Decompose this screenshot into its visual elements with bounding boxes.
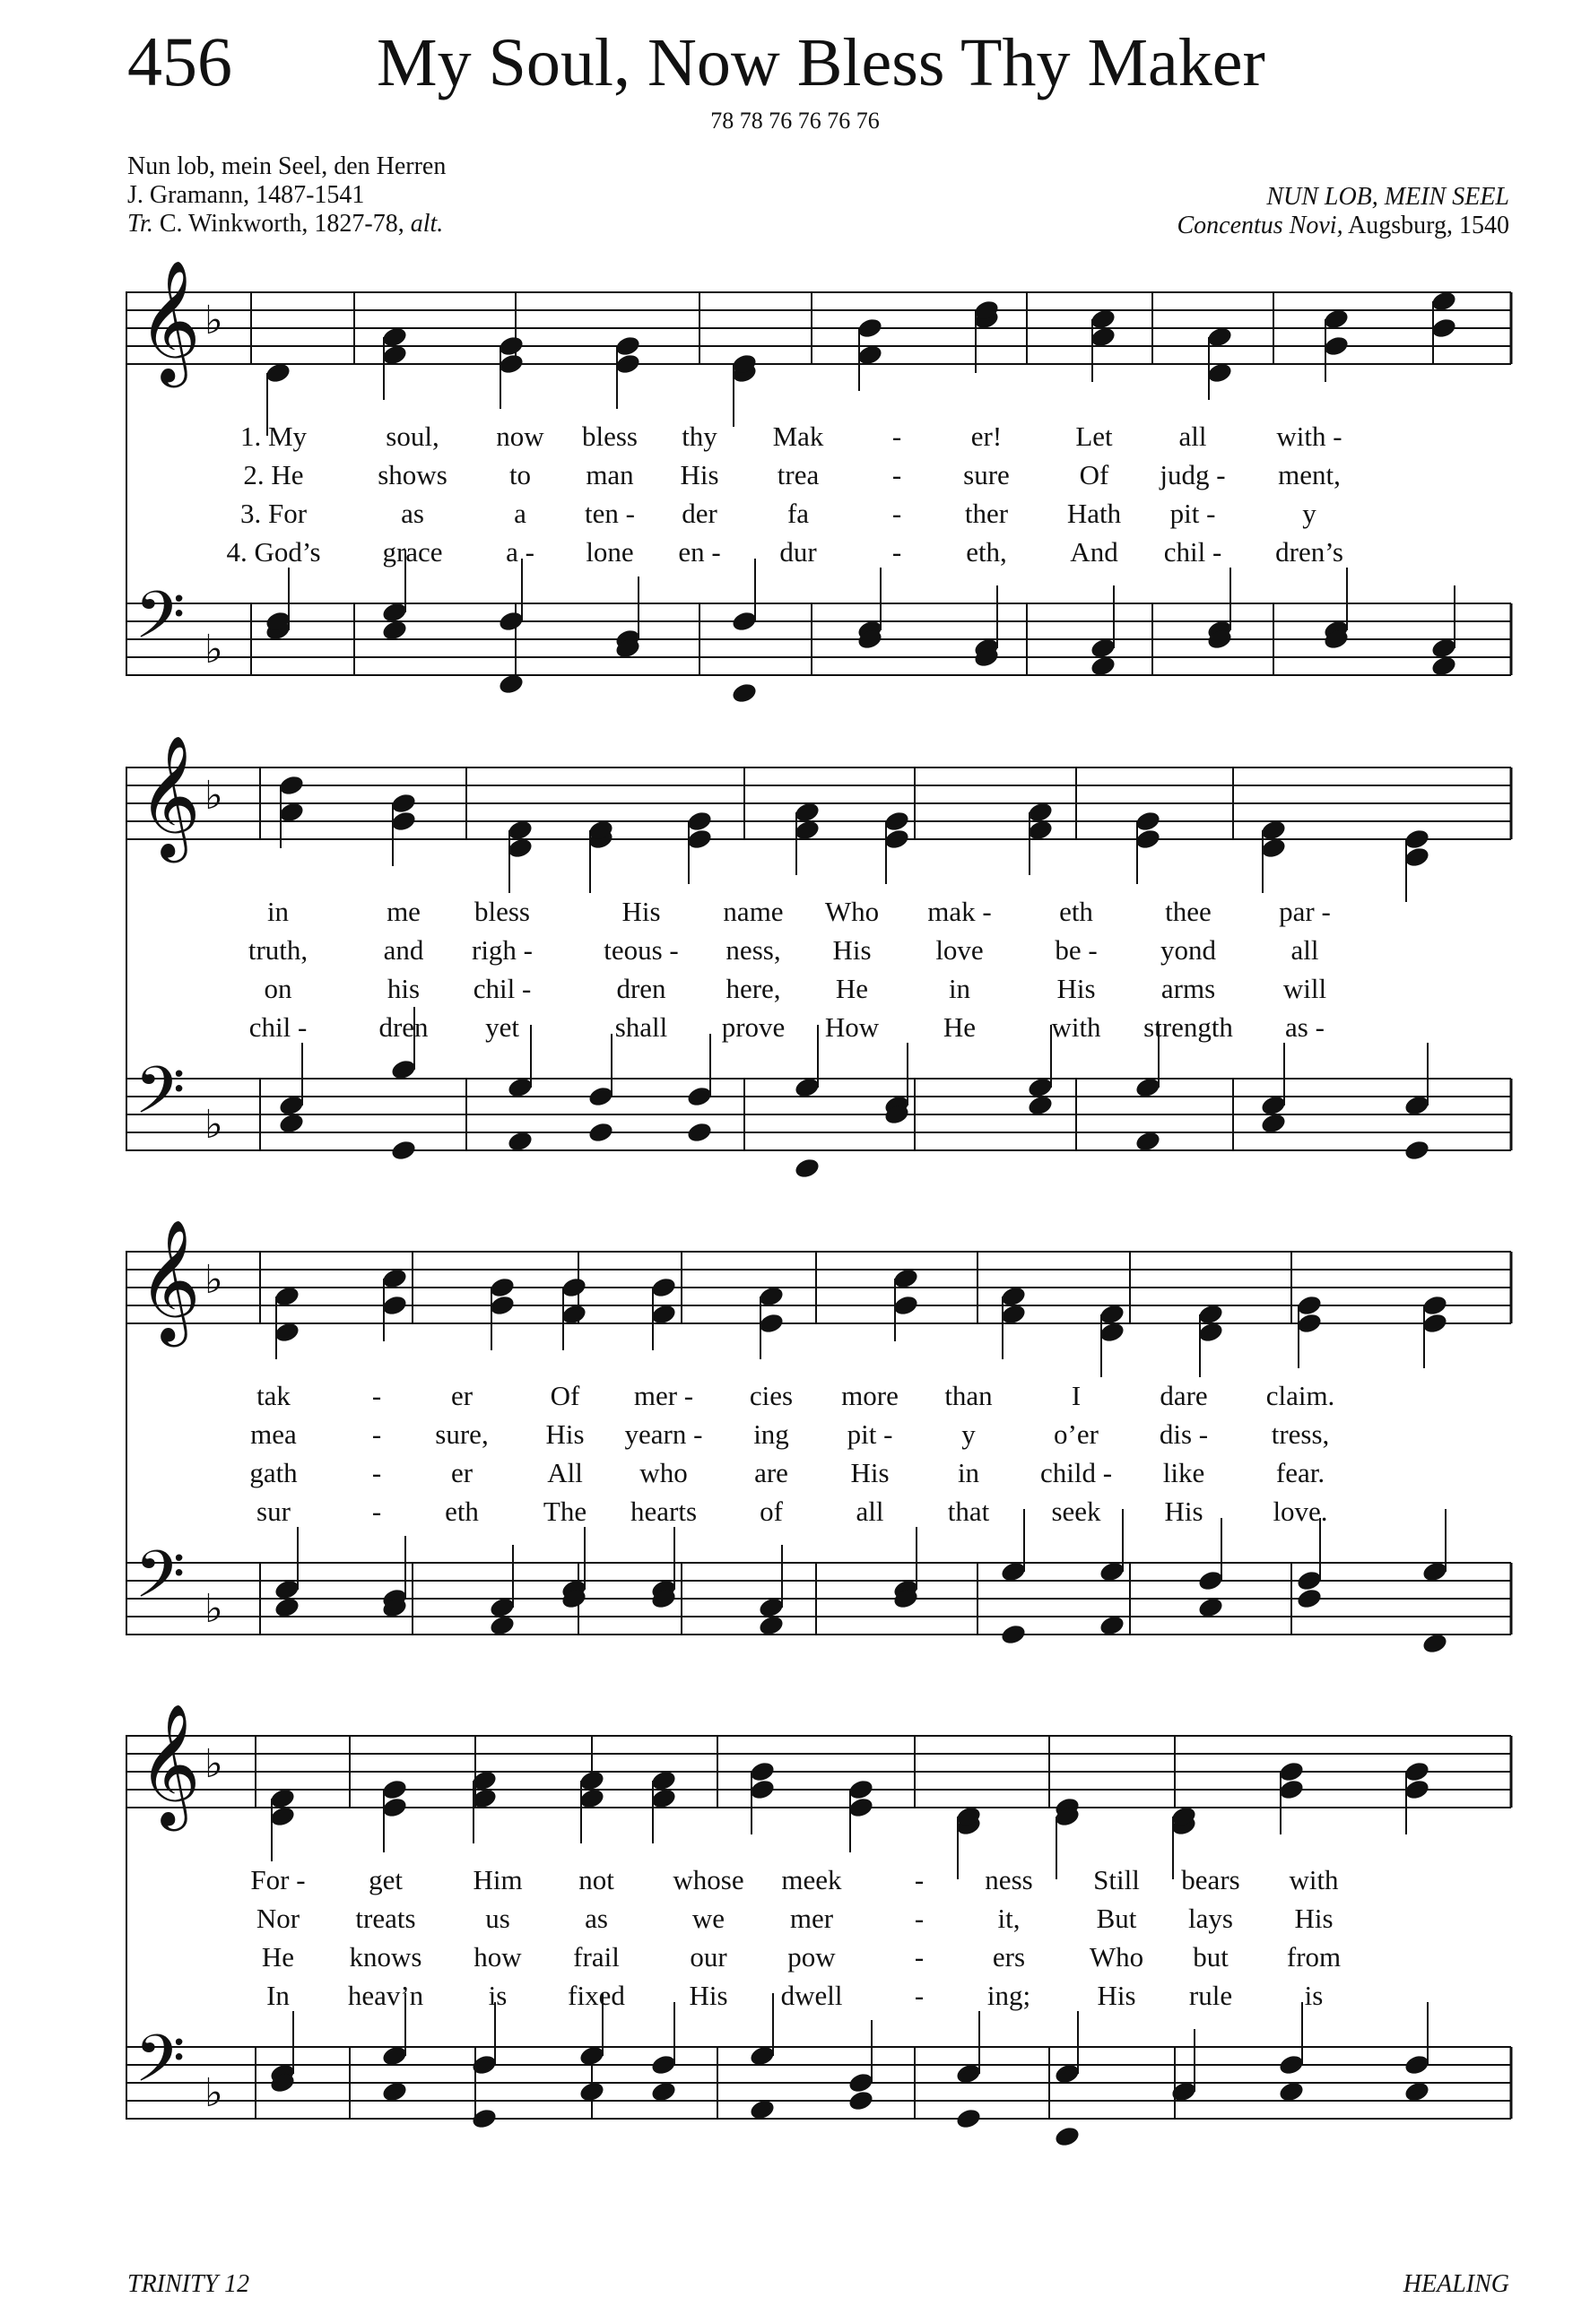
- lyric-syllable: who: [639, 1457, 688, 1488]
- treble-notehead: [686, 828, 714, 851]
- lyric-syllable: His: [545, 1418, 585, 1450]
- treble-notehead: [1296, 1294, 1324, 1317]
- flat-key-signature-icon: ♭: [204, 1586, 223, 1632]
- lyric-syllable: ers: [992, 1941, 1026, 1973]
- treble-notehead: [381, 1778, 409, 1801]
- lyric-line-verse-2: [126, 1416, 1511, 1453]
- treble-notehead: [614, 334, 642, 358]
- treble-notehead: [749, 1778, 777, 1801]
- lyric-line-verse-1: [126, 893, 1511, 931]
- lyric-syllable: 4. God’s: [226, 536, 321, 568]
- treble-notehead: [847, 1796, 875, 1819]
- lyric-syllable: der: [682, 498, 717, 529]
- lyric-syllable: dren: [378, 1011, 429, 1043]
- tune-source-place: Augsburg, 1540: [1348, 212, 1509, 240]
- tune-source: [1177, 212, 1510, 240]
- lyric-syllable: par -: [1279, 896, 1331, 927]
- lyric-syllable: Let: [1075, 421, 1113, 452]
- treble-notehead: [498, 334, 526, 358]
- lyric-syllable: In: [266, 1980, 290, 2011]
- author: J. Gramann, 1487-1541: [127, 181, 365, 210]
- treble-notehead: [1296, 1312, 1324, 1335]
- treble-notehead: [1134, 810, 1162, 833]
- flat-key-signature-icon: ♭: [204, 1102, 223, 1148]
- lyric-syllable: all: [856, 1496, 884, 1527]
- music-system: [126, 1702, 1511, 2177]
- footer-topic: HEALING: [1403, 2270, 1509, 2298]
- lyric-syllable: eth: [1059, 896, 1093, 927]
- lyric-syllable: arms: [1160, 973, 1216, 1004]
- lyric-syllable: How: [824, 1011, 880, 1043]
- lyric-syllable: His: [689, 1980, 728, 2011]
- lyric-syllable: -: [914, 1941, 925, 1973]
- treble-notehead: [381, 1294, 409, 1317]
- lyric-syllable: eth,: [966, 536, 1007, 568]
- bass-notehead: [731, 681, 759, 705]
- lyric-syllable: our: [690, 1941, 727, 1973]
- lyric-syllable: I: [1071, 1380, 1082, 1411]
- lyric-syllable: Who: [824, 896, 880, 927]
- bass-notehead: [794, 1157, 821, 1180]
- bass-notehead: [1403, 1139, 1431, 1162]
- lyric-syllable: trea: [777, 459, 820, 490]
- lyric-syllable: as: [585, 1903, 608, 1934]
- lyric-syllable: grace: [382, 536, 443, 568]
- treble-notehead: [614, 352, 642, 376]
- tune-credits: [1177, 183, 1510, 240]
- lyric-line-verse-4: [126, 533, 1511, 571]
- lyric-syllable: Him: [473, 1864, 523, 1895]
- lyric-syllable: dare: [1160, 1380, 1208, 1411]
- lyric-syllable: knows: [349, 1941, 422, 1973]
- tune-source-title: Concentus Novi,: [1177, 212, 1343, 240]
- lyric-syllable: fixed: [568, 1980, 625, 2011]
- bass-notehead: [1278, 2053, 1306, 2077]
- lyric-syllable: prove: [721, 1011, 786, 1043]
- lyric-syllable: strength: [1143, 1011, 1233, 1043]
- lyric-syllable: how: [474, 1941, 522, 1973]
- lyric-syllable: Mak: [772, 421, 824, 452]
- lyric-syllable: dur: [779, 536, 817, 568]
- lyric-syllable: He: [835, 973, 869, 1004]
- lyric-syllable: -: [891, 536, 902, 568]
- lyric-syllable: bless: [474, 896, 530, 927]
- lyric-syllable: Of: [1079, 459, 1109, 490]
- lyric-syllable: sure: [963, 459, 1010, 490]
- lyric-syllable: -: [891, 421, 902, 452]
- lyric-syllable: thy: [682, 421, 717, 452]
- lyric-syllable: frail: [573, 1941, 620, 1973]
- treble-notehead: [883, 810, 911, 833]
- original-title: Nun lob, mein Seel, den Herren: [127, 152, 447, 180]
- lyric-line-verse-1: [126, 1377, 1511, 1415]
- bass-notehead: [587, 1121, 615, 1144]
- treble-notehead: [749, 1760, 777, 1783]
- lyric-syllable: For -: [250, 1864, 306, 1895]
- lyric-syllable: hearts: [630, 1496, 698, 1527]
- lyric-syllable: yet: [485, 1011, 519, 1043]
- lyric-syllable: heav’n: [347, 1980, 424, 2011]
- bass-clef-icon: 𝄢: [135, 1536, 186, 1628]
- lyric-syllable: seek: [1051, 1496, 1101, 1527]
- lyric-syllable: Nor: [256, 1903, 300, 1934]
- lyric-syllable: -: [914, 1864, 925, 1895]
- lyric-syllable: -: [914, 1903, 925, 1934]
- treble-notehead: [1323, 334, 1351, 358]
- lyric-syllable: -: [891, 459, 902, 490]
- treble-notehead: [650, 1276, 678, 1299]
- treble-clef-icon: 𝄞: [138, 258, 201, 382]
- lyric-syllable: er: [450, 1380, 474, 1411]
- lyric-syllable: is: [1304, 1980, 1324, 2011]
- lyric-syllable: y: [1302, 498, 1316, 529]
- treble-notehead: [1403, 1778, 1431, 1801]
- bass-notehead: [686, 1121, 714, 1144]
- treble-notehead: [856, 317, 884, 340]
- lyric-syllable: ten -: [585, 498, 635, 529]
- treble-notehead: [498, 352, 526, 376]
- bass-notehead: [498, 610, 526, 633]
- lyric-syllable: name: [723, 896, 784, 927]
- lyric-syllable: cies: [749, 1380, 794, 1411]
- lyric-line-verse-3: [126, 970, 1511, 1008]
- lyric-line-verse-3: [126, 1454, 1511, 1492]
- lyric-syllable: -: [371, 1496, 382, 1527]
- lyric-syllable: o’er: [1054, 1418, 1099, 1450]
- lyric-syllable: dren: [616, 973, 666, 1004]
- lyric-syllable: yond: [1160, 934, 1216, 966]
- lyric-line-verse-4: [126, 1493, 1511, 1531]
- lyric-syllable: His: [1056, 973, 1096, 1004]
- treble-notehead: [1403, 845, 1431, 869]
- lyric-syllable: mer: [789, 1903, 834, 1934]
- lyric-syllable: pow: [787, 1941, 836, 1973]
- bass-notehead: [1197, 1569, 1225, 1592]
- translator-line: [127, 210, 446, 238]
- lyric-syllable: His: [1097, 1980, 1136, 2011]
- lyric-syllable: He: [943, 1011, 977, 1043]
- lyric-syllable: Who: [1089, 1941, 1144, 1973]
- lyric-line-verse-2: [126, 932, 1511, 969]
- bass-notehead: [650, 2053, 678, 2077]
- lyric-syllable: sure,: [435, 1418, 489, 1450]
- lyric-syllable: His: [1294, 1903, 1334, 1934]
- translator: C. Winkworth, 1827-78,: [159, 210, 404, 238]
- footer-season: TRINITY 12: [127, 2270, 250, 2298]
- bass-clef-icon: 𝄢: [135, 2020, 186, 2112]
- lyric-syllable: er: [450, 1457, 474, 1488]
- bass-notehead: [847, 2071, 875, 2094]
- lyric-syllable: not: [578, 1864, 614, 1895]
- flat-key-signature-icon: ♭: [204, 298, 223, 343]
- lyric-syllable: 1. My: [239, 421, 308, 452]
- lyric-line-verse-3: [126, 1938, 1511, 1976]
- lyric-syllable: bears: [1181, 1864, 1240, 1895]
- lyric-syllable: eth: [445, 1496, 479, 1527]
- lyric-syllable: ing;: [986, 1980, 1031, 2011]
- treble-clef-icon: 𝄞: [138, 1218, 201, 1341]
- lyric-syllable: His: [680, 459, 719, 490]
- lyric-syllable: we: [691, 1903, 725, 1934]
- lyric-syllable: tress,: [1271, 1418, 1330, 1450]
- lyric-syllable: All: [547, 1457, 583, 1488]
- treble-notehead: [686, 810, 714, 833]
- lyric-syllable: treats: [355, 1903, 416, 1934]
- lyric-line-verse-4: [126, 1977, 1511, 2015]
- lyric-syllable: a -: [506, 536, 534, 568]
- lyric-line-verse-1: [126, 418, 1511, 455]
- lyric-syllable: y: [961, 1418, 976, 1450]
- lyric-syllable: as -: [1285, 1011, 1325, 1043]
- treble-notehead: [381, 1796, 409, 1819]
- flat-key-signature-icon: ♭: [204, 627, 223, 672]
- treble-notehead: [1278, 1778, 1306, 1801]
- lyric-syllable: mea: [250, 1418, 297, 1450]
- lyric-syllable: as: [401, 498, 424, 529]
- lyric-syllable: His: [621, 896, 661, 927]
- lyric-syllable: with -: [1276, 421, 1342, 452]
- lyric-syllable: truth,: [248, 934, 308, 966]
- music-system: [126, 1218, 1511, 1693]
- lyric-syllable: child -: [1039, 1457, 1113, 1488]
- lyric-syllable: here,: [725, 973, 781, 1004]
- lyric-syllable: shall: [614, 1011, 668, 1043]
- treble-notehead: [489, 1276, 517, 1299]
- lyric-syllable: His: [850, 1457, 890, 1488]
- lyric-syllable: meek: [781, 1864, 842, 1895]
- lyric-syllable: pit -: [847, 1418, 893, 1450]
- lyric-syllable: ness: [985, 1864, 1033, 1895]
- bass-notehead: [731, 610, 759, 633]
- treble-notehead: [883, 828, 911, 851]
- lyric-syllable: tak: [256, 1380, 291, 1411]
- lyric-syllable: -: [371, 1457, 382, 1488]
- flat-key-signature-icon: ♭: [204, 773, 223, 819]
- lyric-syllable: be -: [1055, 934, 1098, 966]
- lyric-syllable: gath: [249, 1457, 298, 1488]
- lyric-line-verse-2: [126, 1900, 1511, 1938]
- lyric-syllable: bless: [582, 421, 638, 452]
- lyric-syllable: than: [944, 1380, 993, 1411]
- lyric-syllable: Still: [1093, 1864, 1140, 1895]
- lyric-syllable: get: [369, 1864, 403, 1895]
- bass-notehead: [390, 1139, 418, 1162]
- lyric-syllable: dren’s: [1275, 536, 1343, 568]
- lyric-syllable: that: [947, 1496, 990, 1527]
- lyric-syllable: -: [914, 1980, 925, 2011]
- lyric-syllable: 2. He: [243, 459, 304, 490]
- bass-clef-icon: 𝄢: [135, 577, 186, 669]
- treble-notehead: [390, 792, 418, 815]
- lyric-syllable: chil -: [248, 1011, 308, 1043]
- lyric-syllable: yearn -: [624, 1418, 703, 1450]
- lyric-syllable: man: [586, 459, 634, 490]
- text-credits: [127, 152, 446, 239]
- music-system: [126, 733, 1511, 1209]
- hymn-number: 456: [127, 22, 232, 100]
- lyric-syllable: with: [1051, 1011, 1101, 1043]
- translator-prefix: Tr.: [127, 210, 153, 238]
- lyric-syllable: it,: [997, 1903, 1021, 1934]
- flat-key-signature-icon: ♭: [204, 2070, 223, 2116]
- lyric-syllable: fa: [786, 498, 810, 529]
- lyric-syllable: a: [514, 498, 526, 529]
- lyric-syllable: The: [543, 1496, 587, 1527]
- bass-notehead: [1296, 1587, 1324, 1610]
- treble-clef-icon: 𝄞: [138, 1702, 201, 1825]
- treble-notehead: [847, 1778, 875, 1801]
- lyric-syllable: teous -: [604, 934, 679, 966]
- treble-notehead: [1421, 1312, 1449, 1335]
- lyric-syllable: Hath: [1066, 498, 1122, 529]
- lyric-syllable: now: [496, 421, 544, 452]
- treble-notehead: [1403, 1760, 1431, 1783]
- lyric-syllable: And: [1070, 536, 1118, 568]
- lyric-syllable: fear.: [1275, 1457, 1325, 1488]
- lyric-line-verse-1: [126, 1861, 1511, 1899]
- translator-suffix: alt.: [410, 210, 444, 238]
- lyric-line-verse-4: [126, 1009, 1511, 1046]
- lyric-syllable: his: [387, 973, 421, 1004]
- lyric-syllable: ness,: [725, 934, 781, 966]
- lyric-syllable: rule: [1188, 1980, 1233, 2011]
- lyric-syllable: sur: [256, 1496, 291, 1527]
- lyric-syllable: But: [1096, 1903, 1137, 1934]
- lyric-syllable: love: [935, 934, 984, 966]
- lyric-syllable: from: [1286, 1941, 1342, 1973]
- lyric-syllable: is: [488, 1980, 508, 2011]
- treble-clef-icon: 𝄞: [138, 733, 201, 857]
- lyric-syllable: us: [485, 1903, 510, 1934]
- lyric-syllable: more: [841, 1380, 899, 1411]
- lyric-syllable: to: [508, 459, 532, 490]
- lyric-syllable: but: [1193, 1941, 1229, 1973]
- tune-name: NUN LOB, MEIN SEEL: [1266, 183, 1509, 211]
- treble-notehead: [1403, 828, 1431, 851]
- lyric-syllable: in: [948, 973, 971, 1004]
- lyric-syllable: judg -: [1160, 459, 1226, 490]
- lyric-syllable: all: [1178, 421, 1207, 452]
- treble-notehead: [1134, 828, 1162, 851]
- lyric-syllable: and: [383, 934, 424, 966]
- treble-notehead: [390, 810, 418, 833]
- lyric-syllable: chil -: [473, 973, 532, 1004]
- lyric-syllable: lays: [1188, 1903, 1233, 1934]
- treble-notehead: [758, 1312, 786, 1335]
- treble-notehead: [1278, 1760, 1306, 1783]
- lyric-syllable: me: [387, 896, 421, 927]
- bass-notehead: [1296, 1569, 1324, 1592]
- lyric-syllable: mak -: [927, 896, 992, 927]
- lyric-syllable: Of: [550, 1380, 580, 1411]
- lyric-syllable: dwell: [780, 1980, 843, 2011]
- lyric-line-verse-3: [126, 495, 1511, 533]
- lyric-syllable: in: [957, 1457, 980, 1488]
- treble-notehead: [278, 774, 306, 797]
- bass-clef-icon: 𝄢: [135, 1052, 186, 1144]
- hymn-title: My Soul, Now Bless Thy Maker: [377, 25, 1265, 100]
- lyric-syllable: dis -: [1159, 1418, 1209, 1450]
- lyric-syllable: love.: [1273, 1496, 1328, 1527]
- meter: 78 78 76 76 76 76: [710, 108, 880, 134]
- treble-notehead: [1421, 1294, 1449, 1317]
- lyric-syllable: whose: [673, 1864, 744, 1895]
- lyric-syllable: all: [1290, 934, 1319, 966]
- lyric-syllable: 3. For: [239, 498, 308, 529]
- lyric-syllable: with: [1289, 1864, 1339, 1895]
- bass-notehead: [955, 2107, 983, 2130]
- lyric-syllable: soul,: [386, 421, 439, 452]
- lyric-syllable: pit -: [1169, 498, 1216, 529]
- lyric-syllable: thee: [1165, 896, 1212, 927]
- treble-notehead: [892, 1294, 920, 1317]
- lyric-line-verse-2: [126, 456, 1511, 494]
- lyric-syllable: on: [264, 973, 292, 1004]
- lyric-syllable: -: [371, 1418, 382, 1450]
- lyric-syllable: like: [1162, 1457, 1205, 1488]
- lyric-syllable: lone: [586, 536, 634, 568]
- lyric-syllable: righ -: [471, 934, 534, 966]
- lyric-syllable: -: [371, 1380, 382, 1411]
- flat-key-signature-icon: ♭: [204, 1741, 223, 1787]
- lyric-syllable: er!: [970, 421, 1003, 452]
- lyric-syllable: His: [832, 934, 872, 966]
- lyric-syllable: in: [266, 896, 290, 927]
- bass-notehead: [587, 1085, 615, 1108]
- lyric-syllable: He: [261, 1941, 295, 1973]
- lyric-syllable: ing: [753, 1418, 789, 1450]
- lyric-syllable: shows: [378, 459, 447, 490]
- lyric-syllable: mer -: [633, 1380, 694, 1411]
- lyric-syllable: claim.: [1265, 1380, 1335, 1411]
- lyric-syllable: are: [754, 1457, 788, 1488]
- music-system: [126, 258, 1511, 733]
- flat-key-signature-icon: ♭: [204, 1257, 223, 1303]
- lyric-syllable: His: [1164, 1496, 1203, 1527]
- lyric-syllable: -: [891, 498, 902, 529]
- lyric-syllable: chil -: [1163, 536, 1222, 568]
- lyric-syllable: will: [1282, 973, 1327, 1004]
- treble-notehead: [489, 1294, 517, 1317]
- treble-notehead: [560, 1276, 588, 1299]
- bass-notehead: [1403, 2053, 1431, 2077]
- bass-notehead: [1054, 2125, 1082, 2148]
- bass-notehead: [1000, 1623, 1028, 1646]
- treble-notehead: [1430, 317, 1458, 340]
- lyric-syllable: ther: [964, 498, 1009, 529]
- lyric-syllable: of: [760, 1496, 783, 1527]
- bass-notehead: [847, 2089, 875, 2112]
- lyric-syllable: ment,: [1278, 459, 1341, 490]
- bass-notehead: [686, 1085, 714, 1108]
- lyric-syllable: en -: [678, 536, 721, 568]
